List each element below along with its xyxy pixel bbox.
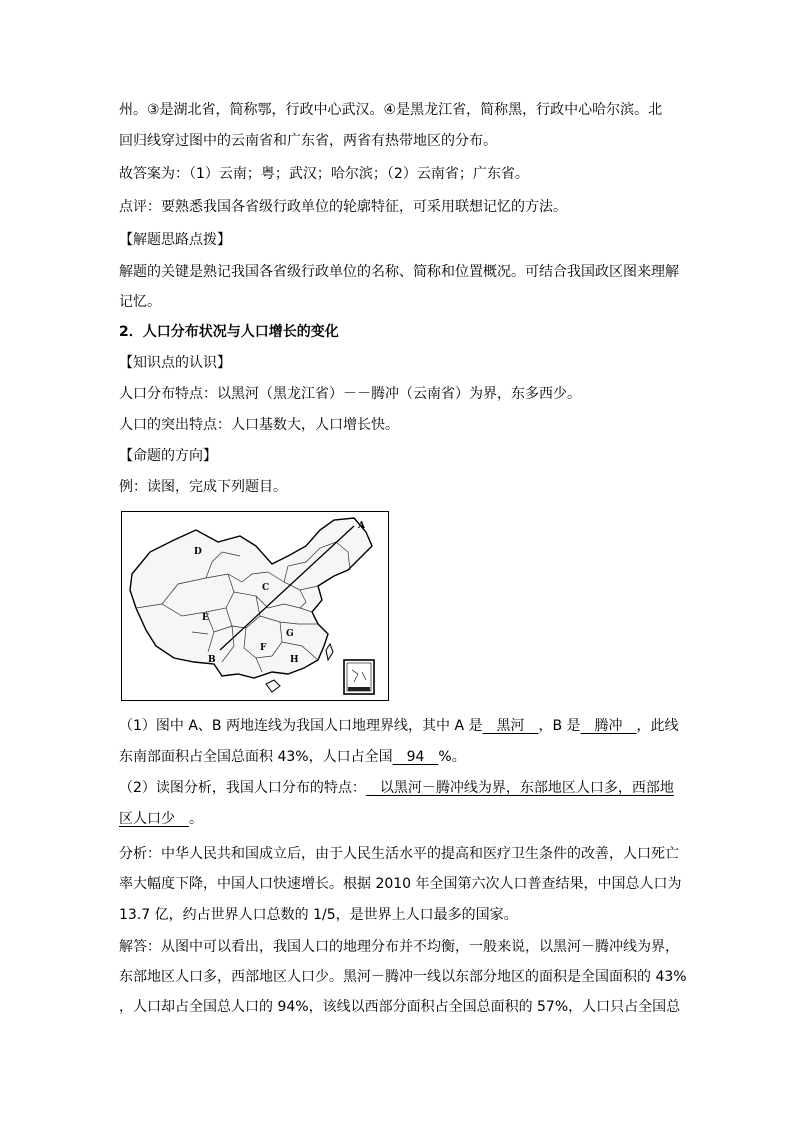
analysis-line: 13.7 亿，约占世界人口总数的 1/5，是世界上人口最多的国家。 [119, 907, 518, 923]
question-text: ，此线 [636, 718, 679, 734]
map-label: B [208, 655, 216, 665]
answer-summary: 故答案为：（1）云南；粤；武汉；哈尔滨；（2）云南省；广东省。 [119, 166, 529, 182]
map-label: C [262, 583, 270, 593]
text-line: 记忆。 [119, 294, 161, 310]
question-2-line-2 [119, 809, 203, 829]
china-population-map [121, 511, 389, 701]
text-line: 州。③是湖北省，简称鄂，行政中心武汉。④是黑龙江省，简称黑，行政中心哈尔滨。北 [119, 102, 663, 118]
example-prompt: 例：读图，完成下列题目。 [119, 479, 287, 495]
text-line: 人口的突出特点：人口基数大，人口增长快。 [119, 417, 399, 433]
map-label: F [260, 643, 267, 653]
section-heading-tips: 【解题思路点拨】 [119, 232, 231, 248]
map-label: E [202, 613, 209, 623]
answer-blank: 腾冲 [580, 718, 637, 734]
comment: 点评：要熟悉我国各省级行政单位的轮廓特征，可采用联想记忆的方法。 [119, 199, 567, 215]
question-text: ，B 是 [538, 718, 581, 734]
question-2-line-1 [119, 778, 674, 798]
map-label: H [290, 655, 299, 665]
question-text: （2）读图分析，我国人口分布的特点： [119, 780, 366, 796]
text-line: 解题的关键是熟记我国各省级行政单位的名称、简称和位置概况。可结合我国政区图来理解 [119, 264, 679, 280]
question-text: %。 [438, 749, 466, 765]
section-title: 2．人口分布状况与人口增长的变化 [119, 324, 339, 340]
answer-line: ，人口却占全国总人口的 94%，该线以西部分面积占全国总面积的 57%，人口只占全国总 [119, 999, 681, 1015]
map-label: A [358, 521, 365, 531]
map-label: D [194, 547, 202, 557]
map-label: G [286, 629, 294, 639]
answer-blank: 以黑河－腾冲线为界，东部地区人口多，西部地 [365, 780, 674, 796]
question-text: 。 [189, 811, 203, 827]
text-line: 回归线穿过图中的云南省和广东省，两省有热带地区的分布。 [119, 133, 497, 149]
question-text: （1）图中 A、B 两地连线为我国人口地理界线，其中 A 是 [119, 718, 483, 734]
question-1-line-2 [119, 747, 466, 767]
analysis-line: 分析：中华人民共和国成立后，由于人民生活水平的提高和医疗卫生条件的改善，人口死亡 [119, 846, 679, 862]
answer-blank: 黑河 [482, 718, 539, 734]
section-heading-knowledge: 【知识点的认识】 [119, 355, 231, 371]
text-line: 人口分布特点：以黑河（黑龙江省）－－腾冲（云南省）为界，东多西少。 [119, 386, 581, 402]
answer-blank: 94 [392, 749, 439, 765]
answer-blank: 区人口少 [119, 811, 189, 827]
section-heading-direction: 【命题的方向】 [119, 448, 217, 464]
answer-line: 解答：从图中可以看出，我国人口的地理分布并不均衡，一般来说，以黑河－腾冲线为界， [119, 939, 679, 955]
question-text: 东南部面积占全国总面积 43%，人口占全国 [119, 749, 393, 765]
question-1-line-1 [119, 716, 679, 736]
analysis-line: 率大幅度下降，中国人口快速增长。根据 2010 年全国第六次人口普查结果，中国总人口为 [119, 876, 682, 892]
answer-line: 东部地区人口多，西部地区人口少。黑河－腾冲一线以东部分地区的面积是全国面积的 43% [119, 969, 687, 985]
